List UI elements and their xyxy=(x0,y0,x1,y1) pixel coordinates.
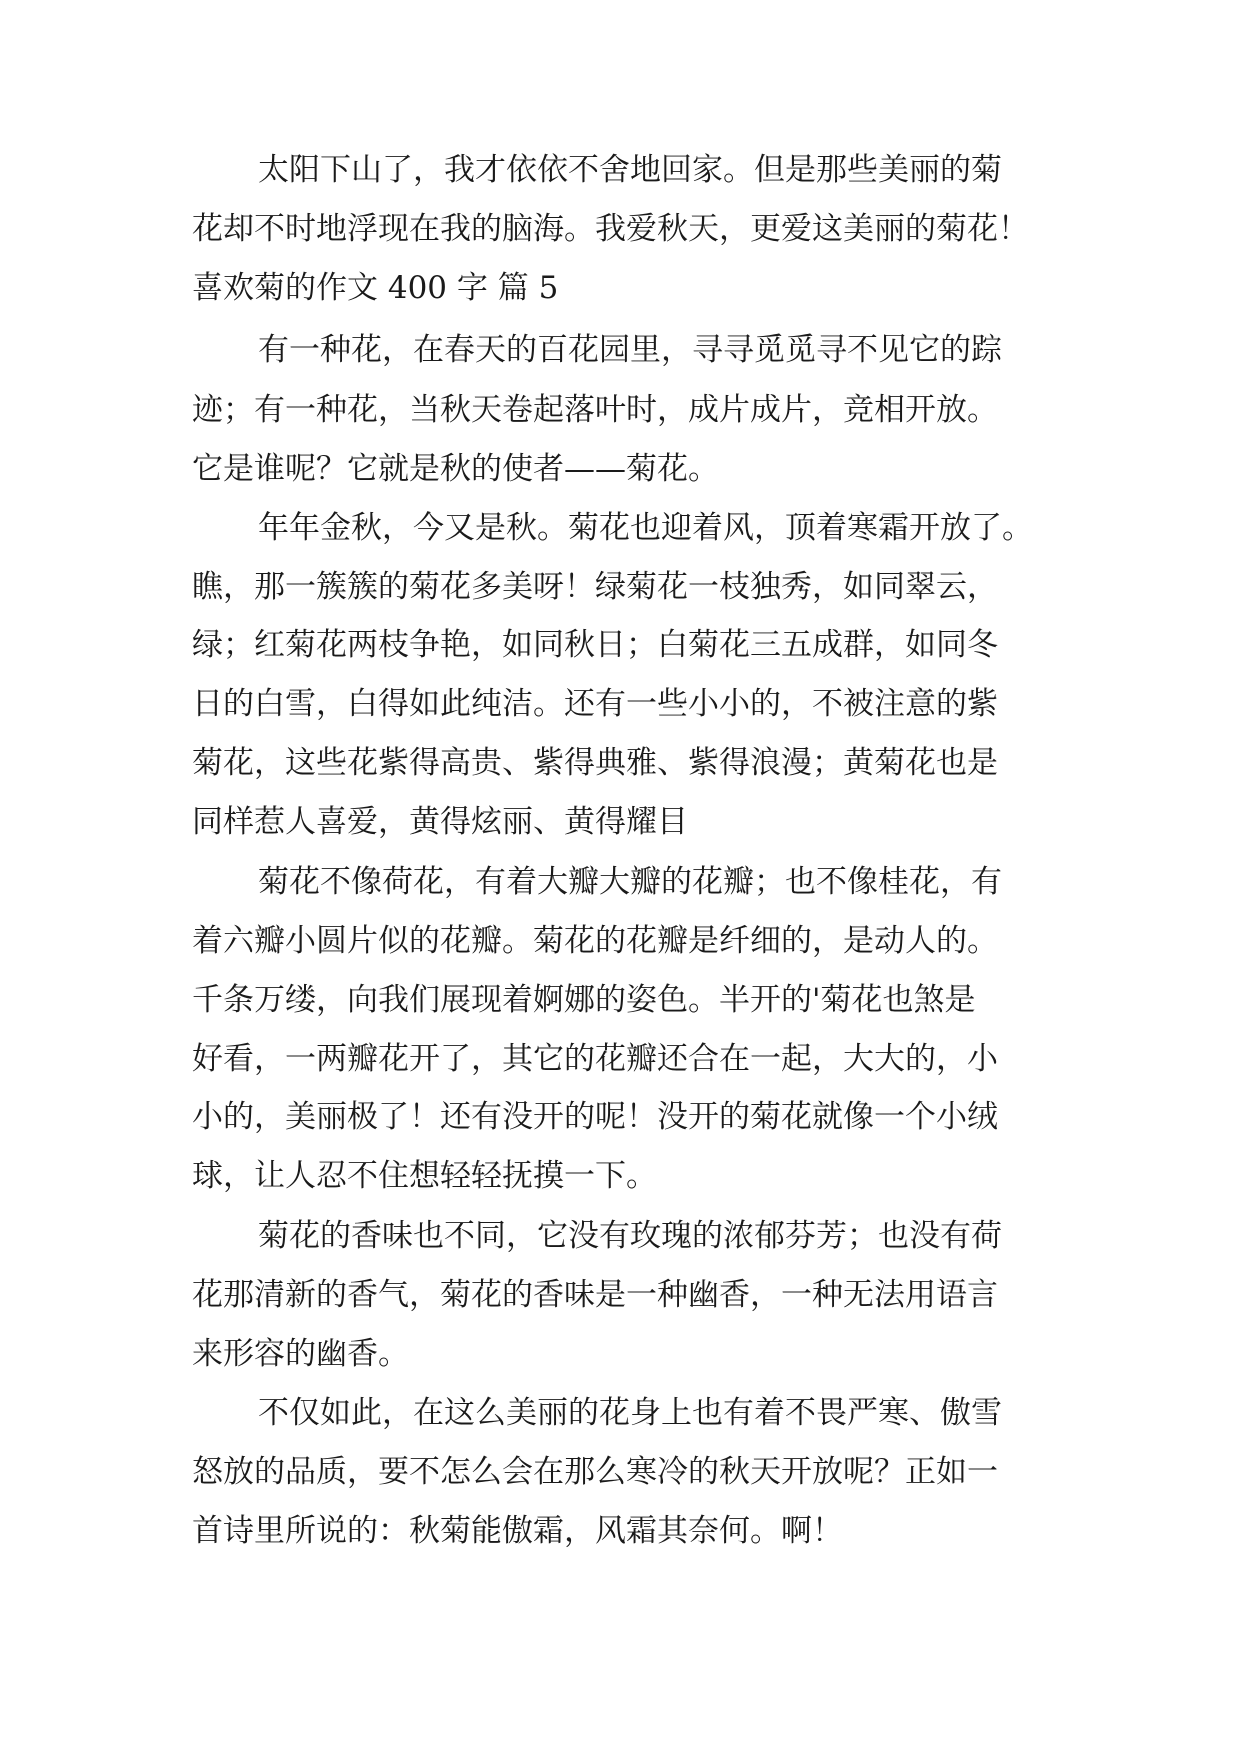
text-line: 有一种花，在春天的百花园里，寻寻觅觅寻不见它的踪 xyxy=(258,332,1002,368)
text-line: 来形容的幽香。 xyxy=(192,1336,409,1372)
section-heading: 喜欢菊的作文 400 字 篇 5 xyxy=(192,270,559,306)
text-line: 花却不时地浮现在我的脑海。我爱秋天，更爱这美丽的菊花！ xyxy=(192,211,1029,247)
text-line: 花那清新的香气，菊花的香味是一种幽香，一种无法用语言 xyxy=(192,1277,998,1313)
text-line: 同样惹人喜爱，黄得炫丽、黄得耀目 xyxy=(192,804,688,840)
text-line: 千条万缕，向我们展现着婀娜的姿色。半开的'菊花也煞是 xyxy=(192,982,976,1018)
text-line: 好看，一两瓣花开了，其它的花瓣还合在一起，大大的，小 xyxy=(192,1041,998,1077)
text-line: 它是谁呢？它就是秋的使者——菊花。 xyxy=(192,451,719,487)
text-line: 迹；有一种花，当秋天卷起落叶时，成片成片，竞相开放。 xyxy=(192,392,998,428)
text-line: 绿；红菊花两枝争艳，如同秋日；白菊花三五成群，如同冬 xyxy=(192,627,998,663)
text-line: 不仅如此，在这么美丽的花身上也有着不畏严寒、傲雪 xyxy=(258,1395,1002,1431)
text-line: 怒放的品质，要不怎么会在那么寒冷的秋天开放呢？正如一 xyxy=(192,1454,998,1490)
text-line: 日的白雪，白得如此纯洁。还有一些小小的，不被注意的紫 xyxy=(192,686,998,722)
text-line: 首诗里所说的：秋菊能傲霜，风霜其奈何。啊！ xyxy=(192,1513,843,1549)
text-line: 太阳下山了，我才依依不舍地回家。但是那些美丽的菊 xyxy=(258,152,1002,188)
text-line: 小的，美丽极了！还有没开的呢！没开的菊花就像一个小绒 xyxy=(192,1099,998,1135)
text-line: 球，让人忍不住想轻轻抚摸一下。 xyxy=(192,1158,657,1194)
text-line: 菊花不像荷花，有着大瓣大瓣的花瓣；也不像桂花，有 xyxy=(258,864,1002,900)
text-line: 年年金秋，今又是秋。菊花也迎着风，顶着寒霜开放了。 xyxy=(258,510,1033,546)
text-line: 着六瓣小圆片似的花瓣。菊花的花瓣是纤细的，是动人的。 xyxy=(192,923,998,959)
text-line: 菊花的香味也不同，它没有玫瑰的浓郁芬芳；也没有荷 xyxy=(258,1218,1002,1254)
text-line: 瞧，那一簇簇的菊花多美呀！绿菊花一枝独秀，如同翠云， xyxy=(192,569,998,605)
text-line: 菊花，这些花紫得高贵、紫得典雅、紫得浪漫；黄菊花也是 xyxy=(192,745,998,781)
